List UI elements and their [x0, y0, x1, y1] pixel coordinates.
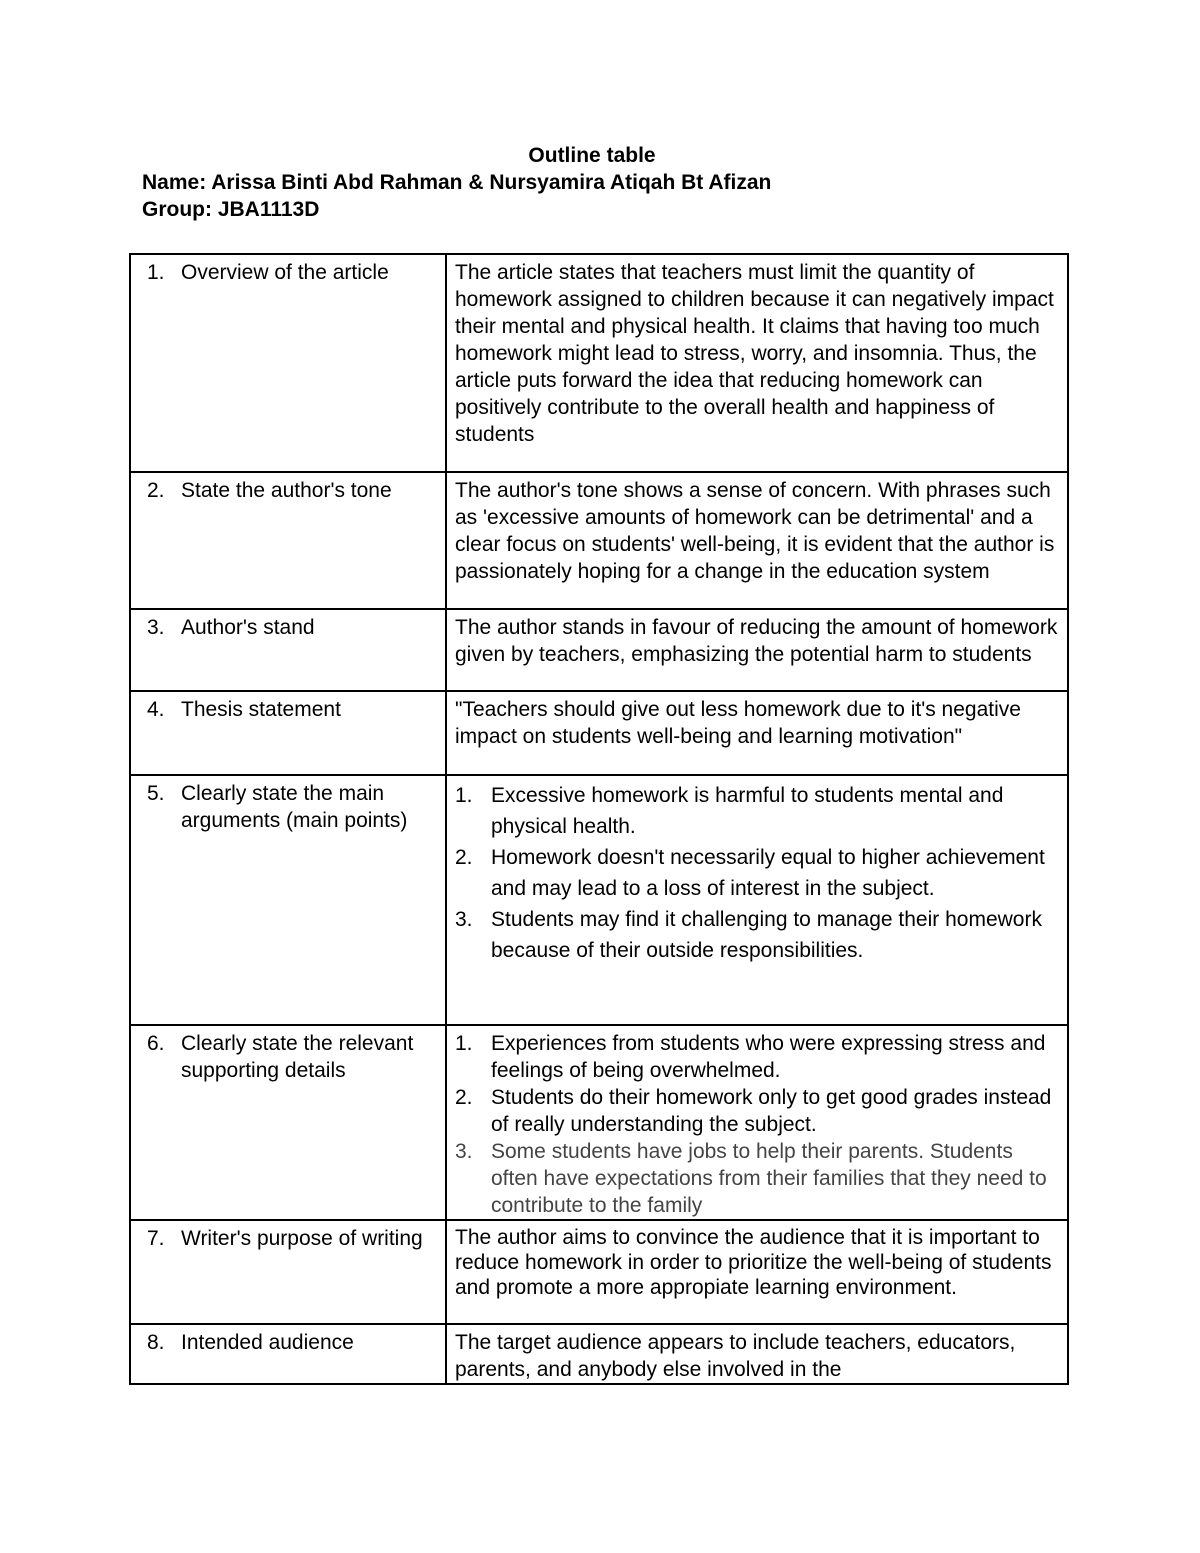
- row-content-cell: [446, 1324, 1068, 1384]
- row-content: The author aims to convince the audience that it is important to reduce homework in order to prioritize the well-being of students and promote a more appropiate learning environment.: [455, 1226, 1052, 1299]
- page-title: Outline table: [528, 144, 656, 167]
- row-label: Overview of the article: [181, 261, 389, 284]
- author-names: Name: Arissa Binti Abd Rahman & Nursyamira Atiqah Bt Afizan: [142, 171, 772, 194]
- row-label-cell: [130, 609, 446, 691]
- row-content: The author's tone shows a sense of concern. With phrases such as 'excessive amounts of homework can be detrimental' and a clear focus on students' well-being, it is evident that the author is passionately hoping for a change in the education system: [455, 479, 1055, 583]
- row-label-cell: [130, 1324, 446, 1384]
- supporting-details-list: [455, 1030, 1059, 1219]
- row-label-cell: [130, 472, 446, 609]
- row-label-cell: [130, 254, 446, 472]
- table-row: [130, 691, 1068, 775]
- main-points-list: [455, 780, 1059, 966]
- row-content: The article states that teachers must limit the quantity of homework assigned to children because it can negatively impact their mental and physical health. It claims that having too much homework might lead to stress, worry, and insomnia. Thus, the article puts forward the idea that reducing homework can positively contribute to the overall health and happiness of students: [455, 261, 1054, 446]
- row-label: Author's stand: [181, 616, 315, 639]
- row-number: 4.: [147, 698, 165, 721]
- row-label-cell: [130, 775, 446, 1025]
- row-content: "Teachers should give out less homework due to it's negative impact on students well-being and learning motivation": [455, 698, 1021, 748]
- table-row: [130, 1324, 1068, 1384]
- list-item: 3. Some students have jobs to help their parents. Students often have expectations from their families that they need to contribute to the family: [455, 1140, 1047, 1217]
- row-number: 2.: [147, 479, 165, 502]
- row-label-cell: [130, 691, 446, 775]
- list-item: 2. Students do their homework only to get good grades instead of really understanding the subject.: [455, 1086, 1052, 1136]
- row-label: State the author's tone: [181, 479, 392, 502]
- row-content-cell: [446, 609, 1068, 691]
- row-content-cell: [446, 775, 1068, 1025]
- row-label: Clearly state the main arguments (main points): [181, 782, 408, 832]
- row-label: Clearly state the relevant supporting details: [181, 1032, 414, 1082]
- row-label-cell: [130, 1025, 446, 1220]
- group-label: Group: JBA1113D: [142, 198, 320, 221]
- table-row: [130, 775, 1068, 1025]
- row-number: 7.: [147, 1227, 165, 1250]
- row-label: Intended audience: [181, 1331, 354, 1354]
- row-content-cell: [446, 1025, 1068, 1220]
- row-number: 3.: [147, 616, 165, 639]
- list-item: 3. Students may find it challenging to manage their homework because of their outside responsibilities.: [455, 908, 1042, 962]
- row-content-cell: [446, 254, 1068, 472]
- row-content-cell: [446, 472, 1068, 609]
- row-label-cell: [130, 1220, 446, 1324]
- row-number: 1.: [147, 261, 165, 284]
- row-content-cell: [446, 691, 1068, 775]
- list-item: 1. Experiences from students who were expressing stress and feelings of being overwhelmed.: [455, 1032, 1046, 1082]
- list-item: 1. Excessive homework is harmful to students mental and physical health.: [455, 784, 1004, 838]
- table-row: [130, 609, 1068, 691]
- row-number: 6.: [147, 1032, 165, 1055]
- document-header: [142, 142, 1072, 223]
- table-row: [130, 1220, 1068, 1324]
- row-number: 8.: [147, 1331, 165, 1354]
- row-label: Writer's purpose of writing: [181, 1227, 423, 1250]
- row-number: 5.: [147, 782, 165, 805]
- outline-table: [129, 253, 1069, 1385]
- table-row: [130, 1025, 1068, 1220]
- row-content: The target audience appears to include teachers, educators, parents, and anybody else involved in the: [455, 1331, 1016, 1381]
- list-item: 2. Homework doesn't necessarily equal to higher achievement and may lead to a loss of interest in the subject.: [455, 846, 1045, 900]
- table-row: [130, 472, 1068, 609]
- row-content: The author stands in favour of reducing the amount of homework given by teachers, emphasizing the potential harm to students: [455, 616, 1058, 666]
- table-row: [130, 254, 1068, 472]
- row-label: Thesis statement: [181, 698, 341, 721]
- row-content-cell: [446, 1220, 1068, 1324]
